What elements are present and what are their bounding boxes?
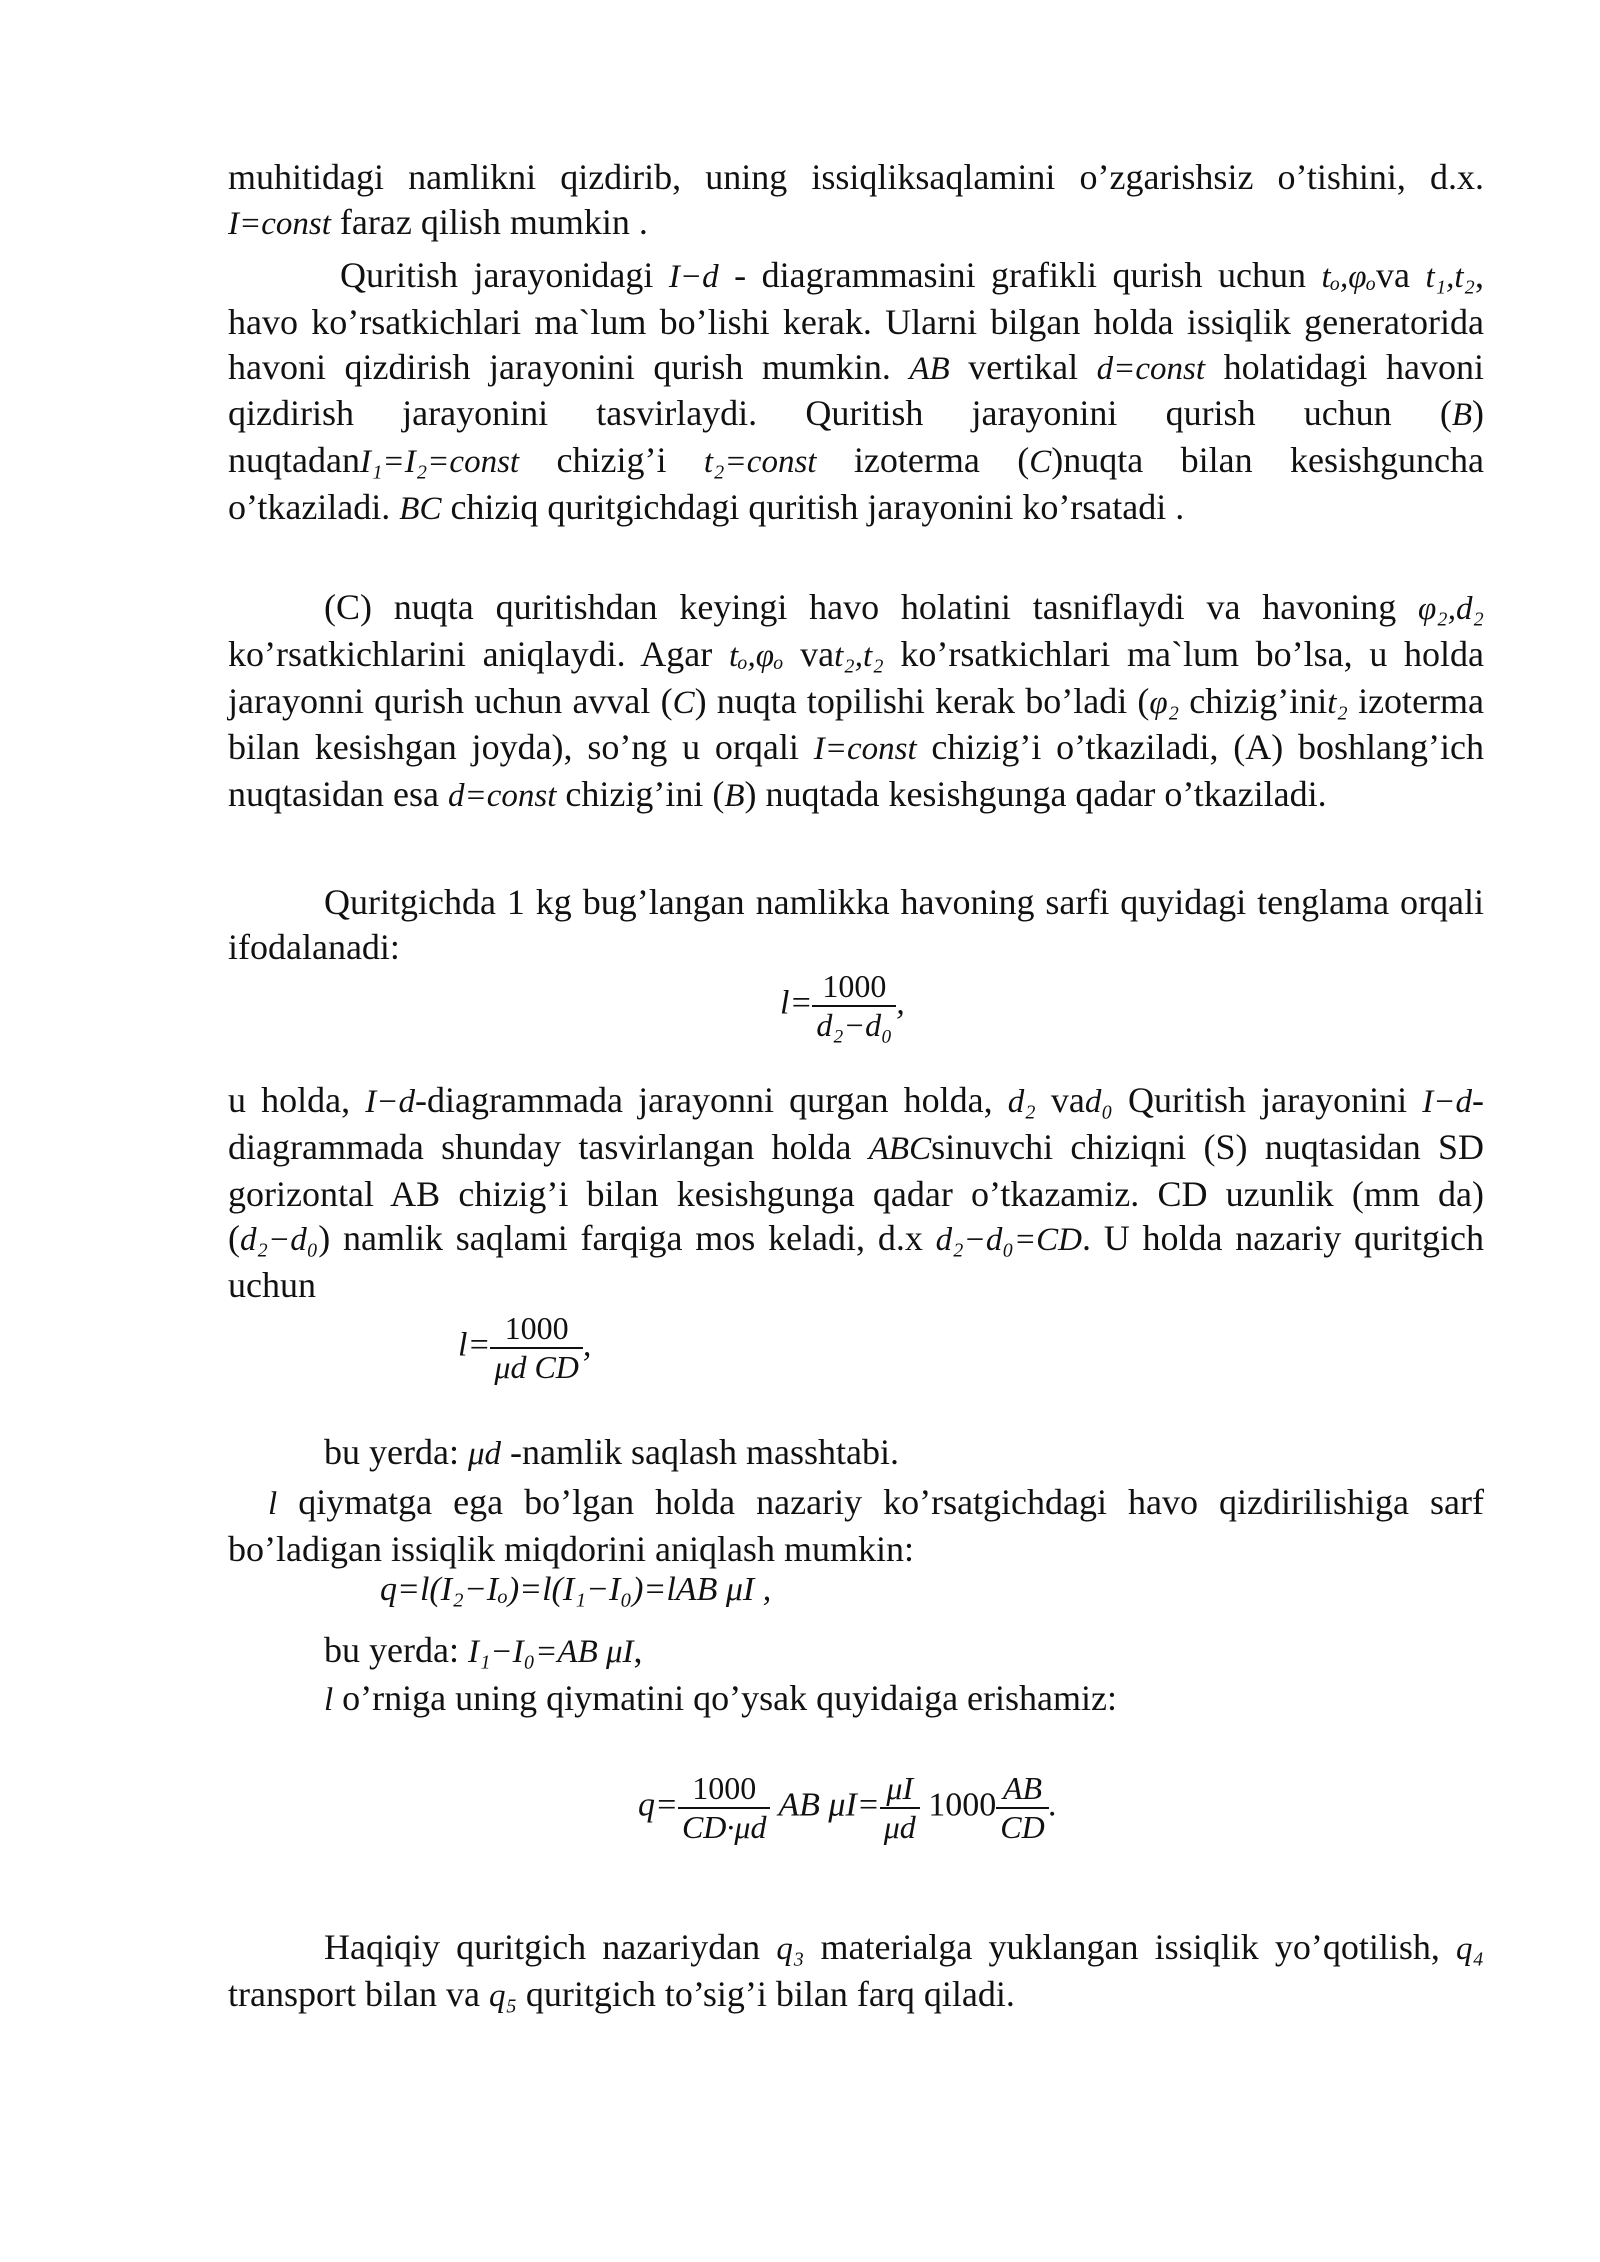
formula: I−d [365,1084,416,1120]
equation-3 [228,1568,1484,1613]
paragraph-9 [228,1676,1484,1723]
denominator: d₂−d₀ [816,1006,893,1043]
text: muhitidagi namlikni qizdirib, uning issiqliksaqlamini o’zgarishsiz o’tishini, d.x. [228,157,1484,197]
formula: B [1451,397,1472,434]
formula: I=const [813,731,917,768]
text: -namlik saqlash masshtabi. [501,1432,899,1472]
denominator: μd [883,1808,916,1845]
formula: ABC [868,1130,932,1167]
formula: t₁,t₂ [1425,259,1475,295]
equation-1 [228,968,1484,1044]
text: u holda, [228,1080,366,1120]
formula: q₃ [776,1931,805,1967]
text: qiymatga ega bo’lgan holda nazariy ko’rsatgichdagi havo qizdirilishiga sarf bo’ladigan issiqlik miqdorini aniqlash mumkin: [228,1482,1484,1569]
text: Haqiqiy quritgich nazariydan [324,1927,777,1967]
text: bu yerda: [324,1630,468,1670]
text: ko’rsatkichlarini aniqlaydi. Agar [228,633,729,674]
text: -diagrammada jarayonni qurgan holda, [415,1080,1008,1120]
eq-mid: 1000 [928,1786,997,1824]
denominator: μd CD [494,1348,579,1385]
formula: d₂ [1007,1084,1036,1120]
text: va [783,633,835,674]
formula: φ₂ [1149,684,1180,721]
text: (C) nuqta quritishdan keyingi havo holatini tasniflaydi va havoning [324,587,1419,627]
text: chizig’i [519,440,704,481]
text: ) nuqtada kesishgunga qadar o’tkaziladi. [744,774,1327,815]
formula: t₂ [1327,684,1348,721]
fraction [678,1770,771,1846]
formula: I₁=I₂=const [359,444,520,481]
formula: I=const [228,205,331,242]
denominator: CD·μd [681,1808,767,1845]
formula: AB [909,350,950,387]
denominator: CD [1000,1808,1045,1845]
eq-lhs: q= [638,1786,678,1824]
text: Quritish jarayonini [1112,1080,1423,1120]
eq-lhs: l= [458,1326,491,1364]
formula: l [324,1682,334,1718]
eq-tail: , [896,984,905,1022]
numerator: 1000 [812,968,896,1007]
paragraph-2 [228,253,1484,532]
formula: q₅ [488,1977,517,2014]
eq-mid: AB μI= [778,1786,880,1824]
formula: φ₂,d₂ [1418,591,1484,627]
paragraph-10 [228,1925,1484,2019]
text: chiziq quritgichdagi quritish jarayonini ko’rsatadi . [441,486,1185,527]
text: o’rniga uning qiymatini qo’ysak quyidaiga erishamiz: [333,1678,1117,1718]
text: Quritgichda 1 kg bug’langan namlikka havoning sarfi quyidagi tenglama orqali ifodalanadi: [228,882,1484,967]
equation-2 [228,1310,1484,1386]
paragraph-6 [228,1430,1484,1477]
text: holatidagi havoni qizdirish jarayonini tasvirlaydi. Quritish jarayonini qurish uchun ( [228,346,1485,434]
text: materialga yuklangan issiqlik yo’qotilish, [804,1927,1457,1967]
text: )nuqta bilan kesishguncha o’tkaziladi. [228,440,1484,527]
text: faraz qilish mumkin . [330,201,648,242]
formula: I₁−I₀=AB μI [467,1634,634,1670]
paragraph-7 [228,1480,1484,1572]
fraction [996,1770,1048,1846]
equation-4 [228,1770,1484,1846]
eq-lhs: l= [780,984,813,1022]
numerator: 1000 [678,1770,771,1809]
formula: tₒ,φₒ [728,637,784,674]
text: sinuvchi chiziqni (S) nuqtasidan SD gorizontal AB chizig’i bilan kesishgunga qadar o’tkazamiz. CD uzunlik (mm da) ( [228,1126,1484,1259]
formula: d₂−d₀ [240,1222,319,1259]
formula: tₒ,φₒ [1321,259,1376,295]
paragraph-3 [228,585,1484,819]
formula: C [1029,444,1052,481]
fraction [812,968,896,1044]
eq-tail: , [582,1326,592,1364]
formula: I−d [668,259,719,295]
eq-tail: . [1048,1786,1058,1824]
text: , [633,1630,643,1670]
formula: q=l(I₂−Iₒ)=l(I₁−I₀)=lAB μI , [380,1571,772,1608]
text: vertikal [949,346,1097,387]
text: ) nuqtadan [228,393,1484,481]
text: chizig’ini ( [556,774,725,815]
text: va [1375,255,1426,295]
text: izoterma ( [816,440,1030,481]
numerator: μI [880,1770,920,1809]
text: Quritish jarayonidagi [340,255,669,295]
text: - diagrammada shunday tasvirlangan holda [228,1080,1484,1167]
formula: d=const [1096,350,1206,387]
formula: t₂,t₂ [834,637,884,674]
text: chizig’i o’tkaziladi, (A) boshlang’ich nuqtasidan esa [228,727,1484,815]
formula: t₂=const [703,444,817,481]
formula: l [268,1486,278,1522]
text: quritgich to’sig’i bilan farq qiladi. [516,1973,1015,2014]
text: ) nuqta topilishi kerak bo’ladi ( [694,680,1150,721]
text: chizig’ini [1179,680,1328,721]
formula: d₀ [1084,1084,1113,1120]
paragraph-4 [228,880,1484,970]
formula: I−d [1422,1084,1472,1120]
text: ) namlik saqlami farqiga mos keladi, d.x [318,1218,936,1259]
paragraph-1 [228,155,1484,247]
formula: d=const [447,778,557,815]
formula: q₄ [1456,1931,1485,1967]
formula: BC [399,490,442,527]
text: bu yerda: [324,1432,468,1472]
fraction [880,1770,920,1846]
text: va [1035,1080,1085,1120]
text: , havo ko’rsatkichlari ma`lum bo’lishi kerak. Ularni bilgan holda issiqlik generatorida havoni qizdirish jarayonini qurish mumkin. [228,255,1484,387]
formula: μd [467,1436,502,1472]
numerator: AB [996,1770,1048,1809]
paragraph-8 [228,1628,1484,1675]
paragraph-5 [228,1078,1484,1308]
text: izoterma bilan kesishgan joyda), so’ng u orqali [228,680,1485,768]
formula: C [672,684,695,721]
text: transport bilan va [228,1973,489,2014]
numerator: 1000 [490,1310,583,1349]
text: ko’rsatkichlari ma`lum bo’lsa, u holda jarayonni qurish uchun avval ( [228,633,1484,721]
fraction [490,1310,583,1386]
text: . U holda nazariy quritgich uchun [228,1218,1484,1306]
formula: d₂−d₀=CD [935,1222,1082,1259]
formula: B [724,778,745,815]
text: - diagrammasini grafikli qurish uchun [718,255,1322,295]
